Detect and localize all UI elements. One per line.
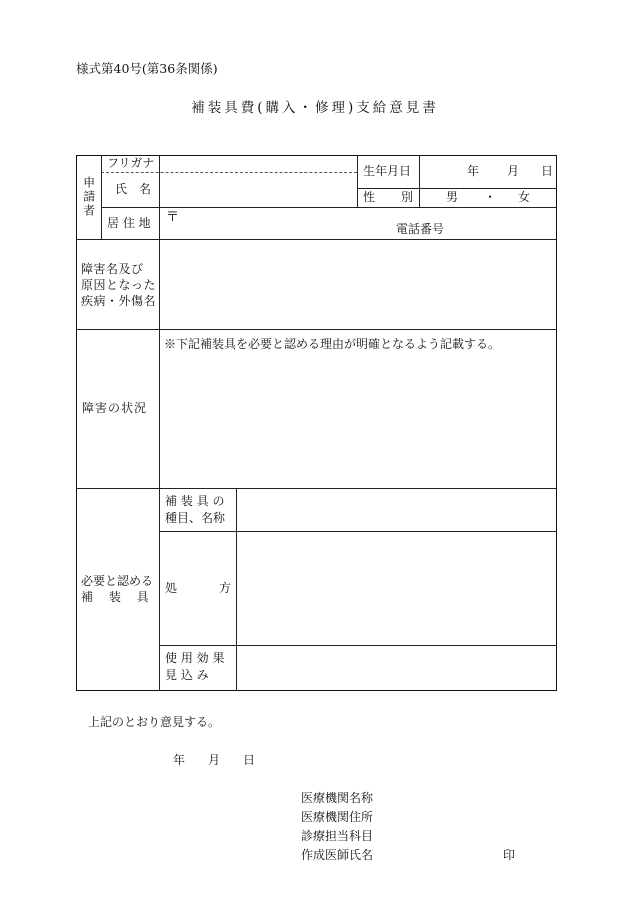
- birth-year-unit: 年: [467, 164, 480, 179]
- disability-name-line2: 原因となった: [81, 278, 157, 292]
- divider: [101, 207, 557, 208]
- sex-label-1: 性: [363, 190, 376, 205]
- sex-male[interactable]: 男: [446, 190, 459, 205]
- sex-female[interactable]: 女: [518, 190, 531, 205]
- sex-separator: ・: [484, 190, 497, 205]
- divider: [76, 488, 557, 489]
- name-label-1: 氏: [115, 182, 128, 197]
- applicant-group-label: 申請者: [81, 176, 96, 218]
- device-type-field[interactable]: [242, 493, 552, 527]
- disability-name-label: [81, 261, 159, 309]
- divider: [76, 239, 557, 240]
- name-field[interactable]: [166, 173, 356, 207]
- sex-label-2: 別: [400, 190, 413, 205]
- device-type-label: [165, 493, 235, 527]
- device-type-line1: 補 装 具 の: [165, 494, 225, 508]
- institution-address-label: 医療機関住所: [301, 810, 374, 824]
- document-title: 補装具費(購入・修理)支給意見書: [191, 100, 439, 116]
- furigana-field[interactable]: [166, 155, 356, 172]
- divider: [101, 155, 102, 239]
- required-device-line1: 必要と認める: [81, 574, 154, 588]
- condition-note: ※下記補装具を必要と認める理由が明確となるよう記載する。: [164, 337, 501, 351]
- phone-label: 電話番号: [396, 222, 445, 236]
- expected-effect-line2: 見 込 み: [165, 668, 209, 682]
- divider: [236, 488, 237, 691]
- sex-field[interactable]: [419, 188, 557, 207]
- furigana-label: フリガナ: [107, 156, 155, 171]
- birthdate-field[interactable]: [419, 155, 557, 188]
- expected-effect-line1: 使 用 効 果: [165, 651, 225, 665]
- expected-effect-label: [165, 650, 235, 684]
- date-year-unit: 年: [173, 753, 186, 767]
- required-device-label: [81, 573, 159, 605]
- date-month-unit: 月: [208, 753, 221, 767]
- institution-name-label: 医療機関名称: [301, 791, 374, 805]
- name-label-2: 名: [138, 182, 151, 197]
- postal-mark: 〒: [166, 210, 180, 225]
- expected-effect-field[interactable]: [242, 650, 552, 686]
- birthdate-label: 生年月日: [363, 164, 412, 179]
- birth-month-unit: 月: [507, 164, 520, 179]
- opinion-form-table: [76, 155, 557, 691]
- required-device-line2: 補 装 具: [81, 590, 155, 604]
- condition-label: 障害の状況: [82, 401, 148, 416]
- prescription-label-1: 処: [165, 580, 178, 595]
- disability-name-field[interactable]: [166, 243, 552, 325]
- department-label: 診療担当科目: [301, 829, 374, 843]
- address-field[interactable]: [181, 209, 551, 237]
- condition-field[interactable]: [164, 355, 552, 483]
- prescription-label: [165, 531, 231, 645]
- device-type-line2: 種目、名称: [165, 511, 226, 525]
- address-label: 居 住 地: [107, 215, 151, 230]
- doctor-name-label: 作成医師氏名: [301, 848, 374, 862]
- divider: [357, 155, 358, 207]
- form-number: 様式第40号(第36条関係): [76, 61, 218, 76]
- date-day-unit: 日: [243, 753, 256, 767]
- disability-name-line3: 疾病・外傷名: [81, 294, 157, 308]
- sex-label: [363, 188, 413, 207]
- opinion-statement: 上記のとおり意見する。: [88, 715, 221, 729]
- birth-day-unit: 日: [541, 164, 554, 179]
- prescription-label-2: 方: [218, 580, 231, 595]
- prescription-field[interactable]: [242, 535, 552, 641]
- name-label: [115, 172, 151, 207]
- seal-mark: 印: [503, 848, 516, 862]
- divider: [159, 645, 557, 646]
- disability-name-line1: 障害名及び: [81, 262, 144, 276]
- divider: [159, 155, 160, 691]
